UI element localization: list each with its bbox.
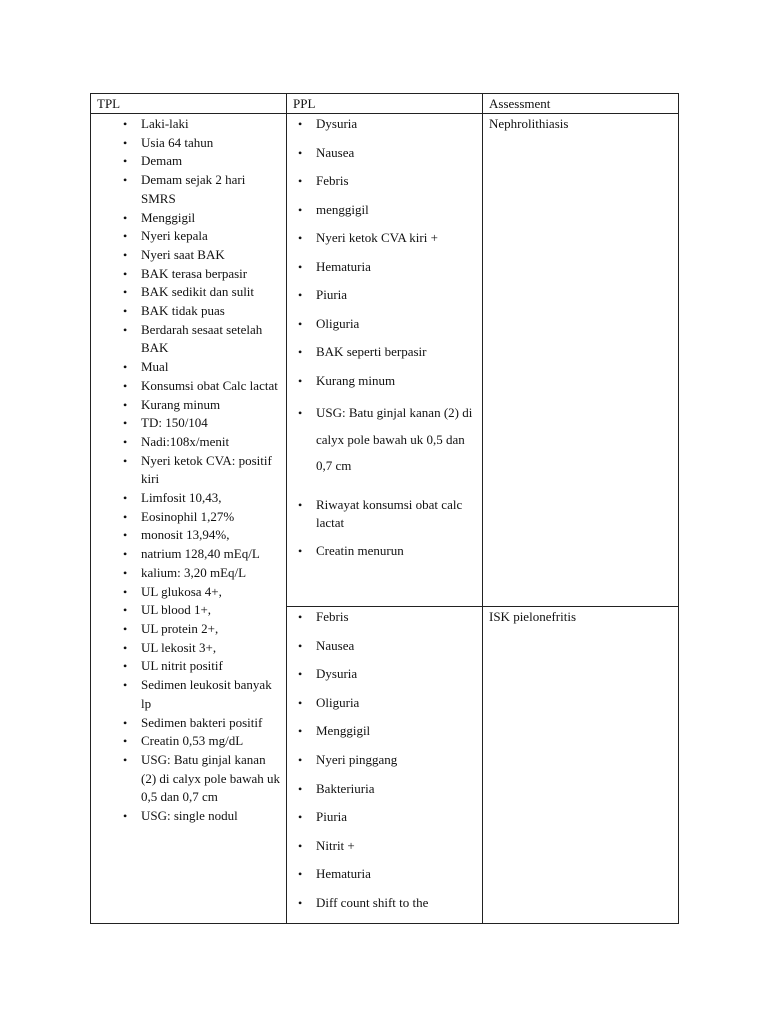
list-item: • USG: Batu ginjal kanan (2) di calyx pole bawah uk 0,5 dan 0,7 cm	[141, 751, 282, 807]
list-item: • kalium: 3,20 mEq/L	[141, 564, 282, 583]
table-row	[91, 114, 679, 607]
list-item: • Nausea	[316, 144, 476, 162]
list-item: • Nyeri ketok CVA: positif kiri	[141, 452, 282, 489]
list-item: • USG: single nodul	[141, 807, 282, 826]
list-item: • Nyeri ketok CVA kiri +	[316, 229, 476, 247]
list-item: • Konsumsi obat Calc lactat	[141, 377, 282, 396]
list-item: • Limfosit 10,43,	[141, 489, 282, 508]
list-item: • Nyeri saat BAK	[141, 246, 282, 265]
list-item: • natrium 128,40 mEq/L	[141, 545, 282, 564]
list-item: • Usia 64 tahun	[141, 134, 282, 153]
list-item: • Bakteriuria	[316, 780, 476, 798]
list-item: • Piuria	[316, 286, 476, 304]
list-item: • Nausea	[316, 637, 476, 655]
list-item: • Menggigil	[316, 722, 476, 740]
list-item: • USG: Batu ginjal kanan (2) di calyx pole bawah uk 0,5 dan 0,7 cm	[316, 400, 476, 480]
list-item: • Laki-laki	[141, 115, 282, 134]
list-item: • Nadi:108x/menit	[141, 433, 282, 452]
table-header-row	[91, 94, 679, 114]
list-item: • Nyeri kepala	[141, 227, 282, 246]
list-item: • menggigil	[316, 201, 476, 219]
assessment-text: Nephrolithiasis	[489, 116, 569, 131]
list-item: • Creatin 0,53 mg/dL	[141, 732, 282, 751]
list-item: • Demam sejak 2 hari SMRS	[141, 171, 282, 208]
list-item: • UL nitrit positif	[141, 657, 282, 676]
list-item: • Nyeri pinggang	[316, 751, 476, 769]
list-item: • Nitrit +	[316, 837, 476, 855]
list-item: • Oliguria	[316, 315, 476, 333]
list-item: • Eosinophil 1,27%	[141, 508, 282, 527]
list-item: • UL blood 1+,	[141, 601, 282, 620]
list-item: • BAK terasa berpasir	[141, 265, 282, 284]
ppl-list	[287, 607, 482, 912]
list-item: • Dysuria	[316, 115, 476, 133]
header-ppl: PPL	[287, 94, 483, 114]
list-item: • Febris	[316, 172, 476, 190]
list-item: • Febris	[316, 608, 476, 626]
list-item: • BAK seperti berpasir	[316, 343, 476, 361]
list-item: • Kurang minum	[141, 396, 282, 415]
list-item: • Menggigil	[141, 209, 282, 228]
list-item: • Berdarah sesaat setelah BAK	[141, 321, 282, 358]
list-item: • Dysuria	[316, 665, 476, 683]
list-item: • Diff count shift to the	[316, 894, 476, 912]
ppl-cell-nephrolithiasis	[287, 114, 483, 607]
list-item: • Creatin menurun	[316, 542, 476, 560]
ppl-cell-isk	[287, 607, 483, 924]
list-item: • Demam	[141, 152, 282, 171]
diagnosis-table	[90, 93, 679, 924]
assessment-cell	[483, 607, 679, 924]
list-item: • Sedimen bakteri positif	[141, 714, 282, 733]
list-item: • Hematuria	[316, 258, 476, 276]
tpl-cell	[91, 114, 287, 924]
list-item: • Riwayat konsumsi obat calc lactat	[316, 496, 476, 532]
list-item: • Mual	[141, 358, 282, 377]
list-item: • UL glukosa 4+,	[141, 583, 282, 602]
list-item: • UL protein 2+,	[141, 620, 282, 639]
list-item: • Hematuria	[316, 865, 476, 883]
list-item: • Oliguria	[316, 694, 476, 712]
list-item: • monosit 13,94%,	[141, 526, 282, 545]
tpl-list	[91, 114, 286, 826]
list-item: • Sedimen leukosit banyak lp	[141, 676, 282, 713]
assessment-text: ISK pielonefritis	[489, 609, 577, 624]
list-item: • TD: 150/104	[141, 414, 282, 433]
assessment-cell	[483, 114, 679, 607]
header-assessment: Assessment	[483, 94, 679, 114]
list-item: • BAK sedikit dan sulit	[141, 283, 282, 302]
list-item: • Piuria	[316, 808, 476, 826]
list-item: • BAK tidak puas	[141, 302, 282, 321]
list-item: • UL lekosit 3+,	[141, 639, 282, 658]
list-item: • Kurang minum	[316, 372, 476, 390]
ppl-list	[287, 114, 482, 560]
header-tpl: TPL	[91, 94, 287, 114]
